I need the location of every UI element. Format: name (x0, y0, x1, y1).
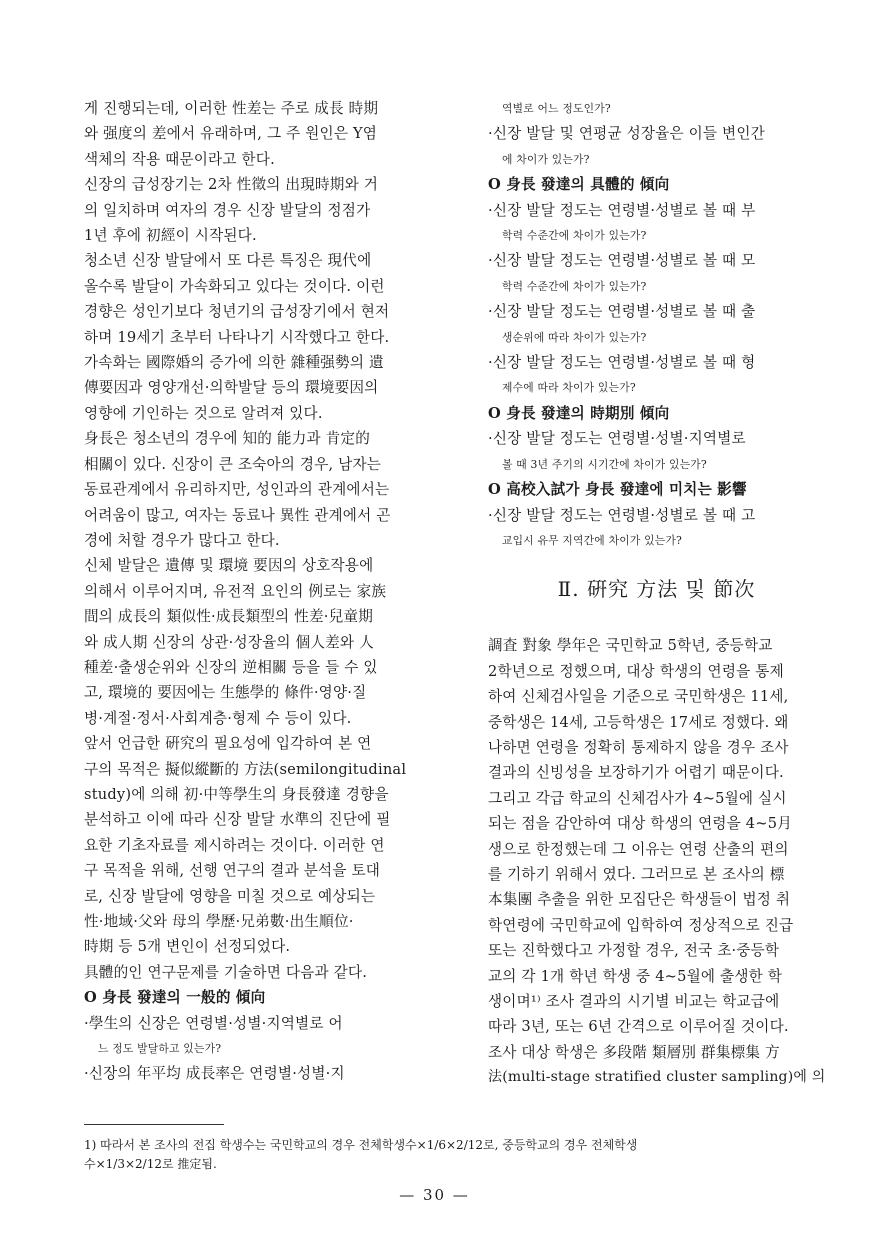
paragraph-line: 조사 대상 학생은 多段階 類層別 群集標集 方 (488, 1043, 780, 1061)
paragraph-line: 올수록 발달이 가속화되고 있다는 것이다. 이런 (84, 277, 385, 295)
research-question-heading: O 身長 發達의 一般的 傾向 (84, 989, 266, 1007)
paragraph-line: 고, 環境的 要因에는 生態學的 條件·영양·질 (84, 684, 367, 702)
paragraph (488, 633, 825, 1040)
bullet-line: ·신장 발달 정도는 연령별·성별로 볼 때 출 (488, 303, 756, 321)
paragraph-line: 병·계절·정서·사회계층·형제 수 등이 있다. (84, 709, 352, 727)
paragraph-line: 앞서 언급한 硏究의 필요성에 입각하여 본 연 (84, 735, 372, 753)
bullet-line: ·신장 발달 정도는 연령별·성별·지역별로 (488, 430, 746, 448)
footnote-line: 수×1/3×2/12로 推定됨. (84, 1157, 217, 1171)
paragraph-line: 法(multi-stage stratified cluster sampling)에 의 (488, 1069, 826, 1086)
bullet-line: 느 정도 발달하고 있는가? (98, 1042, 222, 1056)
paragraph-line: 결과의 신빙성을 보장하기가 어렵기 때문이다. (488, 764, 784, 782)
paragraph-line: 本集團 추출을 위한 모집단은 학생들이 법정 취 (488, 891, 791, 909)
bullet-item (84, 1061, 436, 1086)
right-column (488, 96, 825, 1091)
paragraph (84, 731, 436, 960)
paragraph-line: 傳要因과 영양개선·의학발달 등의 環境要因의 (84, 379, 379, 397)
paragraph (84, 96, 436, 172)
bullet-line: ·신장 발달 정도는 연령별·성별로 볼 때 형 (488, 354, 756, 372)
paragraph-line: 구 목적을 위해, 선행 연구의 결과 분석을 토대 (84, 862, 381, 880)
bullet-item (488, 503, 825, 554)
bullet-item (488, 96, 825, 121)
bullet-line: ·신장 발달 정도는 연령별·성별로 볼 때 고 (488, 506, 756, 524)
paragraph-line: 의해서 이루어지며, 유전적 요인의 例로는 家族 (84, 582, 387, 600)
research-question-heading: O 高校入試가 身長 發達에 미치는 影響 (488, 481, 747, 499)
bullet-line: ·신장 발달 정도는 연령별·성별로 볼 때 모 (488, 252, 756, 270)
paragraph-line: 색체의 작용 때문이라고 한다. (84, 150, 275, 168)
paragraph-line: 1년 후에 初經이 시작된다. (84, 227, 257, 245)
paragraph-line: 로, 신장 발달에 영향을 미칠 것으로 예상되는 (84, 887, 376, 905)
paragraph-line: 경향은 성인기보다 청년기의 급성장기에서 현저 (84, 303, 390, 321)
paragraph-line: 身長은 청소년의 경우에 知的 能力과 肯定的 (84, 430, 371, 448)
paragraph-line: 학연령에 국민학교에 입학하여 정상적으로 진급 (488, 916, 794, 934)
paragraph-line: 相關이 있다. 신장이 큰 조숙아의 경우, 남자는 (84, 455, 382, 473)
page-number: — 30 — (399, 1186, 470, 1204)
paragraph-line: study)에 의해 初·中等學生의 身長發達 경향을 (84, 785, 389, 803)
bullet-line: 교입시 유무 지역간에 차이가 있는가? (502, 533, 682, 547)
paragraph-line: 하며 19세기 초부터 나타나기 시작했다고 한다. (84, 328, 390, 346)
bullet-line: 학력 수준간에 차이가 있는가? (502, 279, 647, 293)
paragraph-line: 청소년 신장 발달에서 또 다른 특징은 現代에 (84, 252, 372, 270)
paragraph-line: 중학생은 14세, 고등학생은 17세로 정했다. 왜 (488, 713, 789, 731)
paragraph-line: 요한 기초자료를 제시하려는 것이다. 이러한 연 (84, 836, 385, 854)
paragraph (84, 172, 436, 248)
paragraph-line: 間의 成長의 類似性·成長類型의 性差·兒童期 (84, 608, 373, 626)
paragraph-line: 영향에 기인하는 것으로 알려져 있다. (84, 404, 323, 422)
paragraph-line: 그리고 각급 학교의 신체검사가 4~5월에 실시 (488, 789, 787, 807)
bullet-item (488, 198, 825, 249)
bullet-line: 제수에 따라 차이가 있는가? (502, 381, 636, 395)
bullet-line: 학력 수준간에 차이가 있는가? (502, 229, 647, 243)
paragraph-line: 와 强度의 差에서 유래하며, 그 주 원인은 Y염 (84, 125, 378, 143)
paragraph (84, 426, 436, 553)
paragraph-line: 경에 처할 경우가 많다고 한다. (84, 531, 280, 549)
paragraph-line: 가속화는 國際婚의 증가에 의한 雜種强勢의 遺 (84, 354, 384, 372)
bullet-item (488, 248, 825, 299)
paragraph-line: 구의 목적은 擬似縱斷的 方法(semilongitudinal (84, 760, 407, 778)
paragraph-line: 나하면 연령을 정확히 통제하지 않을 경우 조사 (488, 738, 789, 756)
bullet-item (488, 350, 825, 401)
bullet-line: ·신장 발달 정도는 연령별·성별로 볼 때 부 (488, 201, 756, 219)
paragraph-line: 동료관계에서 유리하지만, 성인과의 관계에서는 (84, 481, 390, 499)
paragraph-line: 를 기하기 위해서 였다. 그러므로 본 조사의 標 (488, 865, 785, 883)
paragraph-line: 2학년으로 정했으며, 대상 학생의 연령을 통제 (488, 662, 784, 680)
paragraph-line: 생으로 한정했는데 그 이유는 연령 산출의 편의 (488, 840, 789, 858)
paragraph-line: 게 진행되는데, 이러한 性差는 주로 成長 時期 (84, 100, 379, 117)
footnote-line: 1) 따라서 본 조사의 전집 학생수는 국민학교의 경우 전체학생수×1/6×2/12로, 중등학교의 경우 전체학생 (84, 1138, 638, 1152)
bullet-item (488, 426, 825, 477)
paragraph-line: 種差·출생순위와 신장의 逆相關 등을 들 수 있 (84, 658, 378, 676)
paragraph-line: 調査 對象 學年은 국민학교 5학년, 중등학교 (488, 637, 773, 655)
bullet-line: ·學生의 신장은 연령별·성별·지역별로 어 (84, 1014, 343, 1032)
section-title: Ⅱ. 硏究 方法 및 節次 (557, 577, 756, 602)
paragraph-line: 時期 등 5개 변인이 선정되었다. (84, 938, 291, 956)
paragraph-line: 신장의 급성장기는 2차 性徵의 出現時期와 거 (84, 176, 379, 194)
paragraph-line: 어려움이 많고, 여자는 동료나 異性 관계에서 곤 (84, 506, 391, 524)
paragraph-line: 교의 각 1개 학년 학생 중 4~5월에 출생한 학 (488, 967, 783, 985)
paragraph-line: 분석하고 이에 따라 신장 발달 水準의 진단에 필 (84, 811, 391, 829)
footnote (84, 1136, 824, 1174)
bullet-line: ·신장 발달 및 연평균 성장율은 이들 변인간 (488, 125, 765, 143)
paragraph (84, 553, 436, 731)
bullet-item (488, 121, 825, 172)
paragraph-line: 性·地域·父와 母의 學歷·兄弟數·出生順位· (84, 913, 354, 930)
bullet-line: ·신장의 年平均 成長率은 연령별·성별·지 (84, 1065, 345, 1083)
footnote-divider (84, 1124, 224, 1125)
bullet-item (488, 299, 825, 350)
bullet-line: 생순위에 따라 차이가 있는가? (502, 330, 647, 344)
paragraph (84, 350, 436, 426)
paragraph-line: 와 成人期 신장의 상관·성장율의 個人差와 人 (84, 633, 374, 651)
paragraph-line: 하여 신체검사일을 기준으로 국민학생은 11세, (488, 688, 789, 706)
paragraph (488, 1040, 825, 1091)
paragraph-line: 되는 점을 감안하여 대상 학생의 연령을 4~5月 (488, 815, 792, 833)
paragraph-line: 생이며¹⁾ 조사 결과의 시기별 비교는 학교급에 (488, 993, 780, 1010)
paragraph-line: 신체 발달은 遺傳 및 環境 要因의 상호작용에 (84, 557, 374, 575)
paragraph-line: 따라 3년, 또는 6년 간격으로 이루어질 것이다. (488, 1018, 789, 1036)
paragraph (84, 248, 436, 350)
paragraph-line: 또는 진학했다고 가정할 경우, 전국 초·중등학 (488, 942, 780, 960)
research-question-heading: O 身長 發達의 具體的 傾向 (488, 176, 670, 194)
bullet-line: 역별로 어느 정도인가? (502, 102, 611, 115)
left-column (84, 96, 436, 1087)
bullet-item (84, 1011, 436, 1062)
research-question-heading: O 身長 發達의 時期別 傾向 (488, 404, 670, 422)
paragraph-line: 具體的인 연구문제를 기술하면 다음과 같다. (84, 963, 368, 981)
bullet-line: 에 차이가 있는가? (502, 152, 590, 166)
paragraph-line: 의 일치하며 여자의 경우 신장 발달의 정점가 (84, 201, 371, 219)
paragraph (84, 960, 436, 985)
bullet-line: 볼 때 3년 주기의 시기간에 차이가 있는가? (502, 457, 707, 471)
